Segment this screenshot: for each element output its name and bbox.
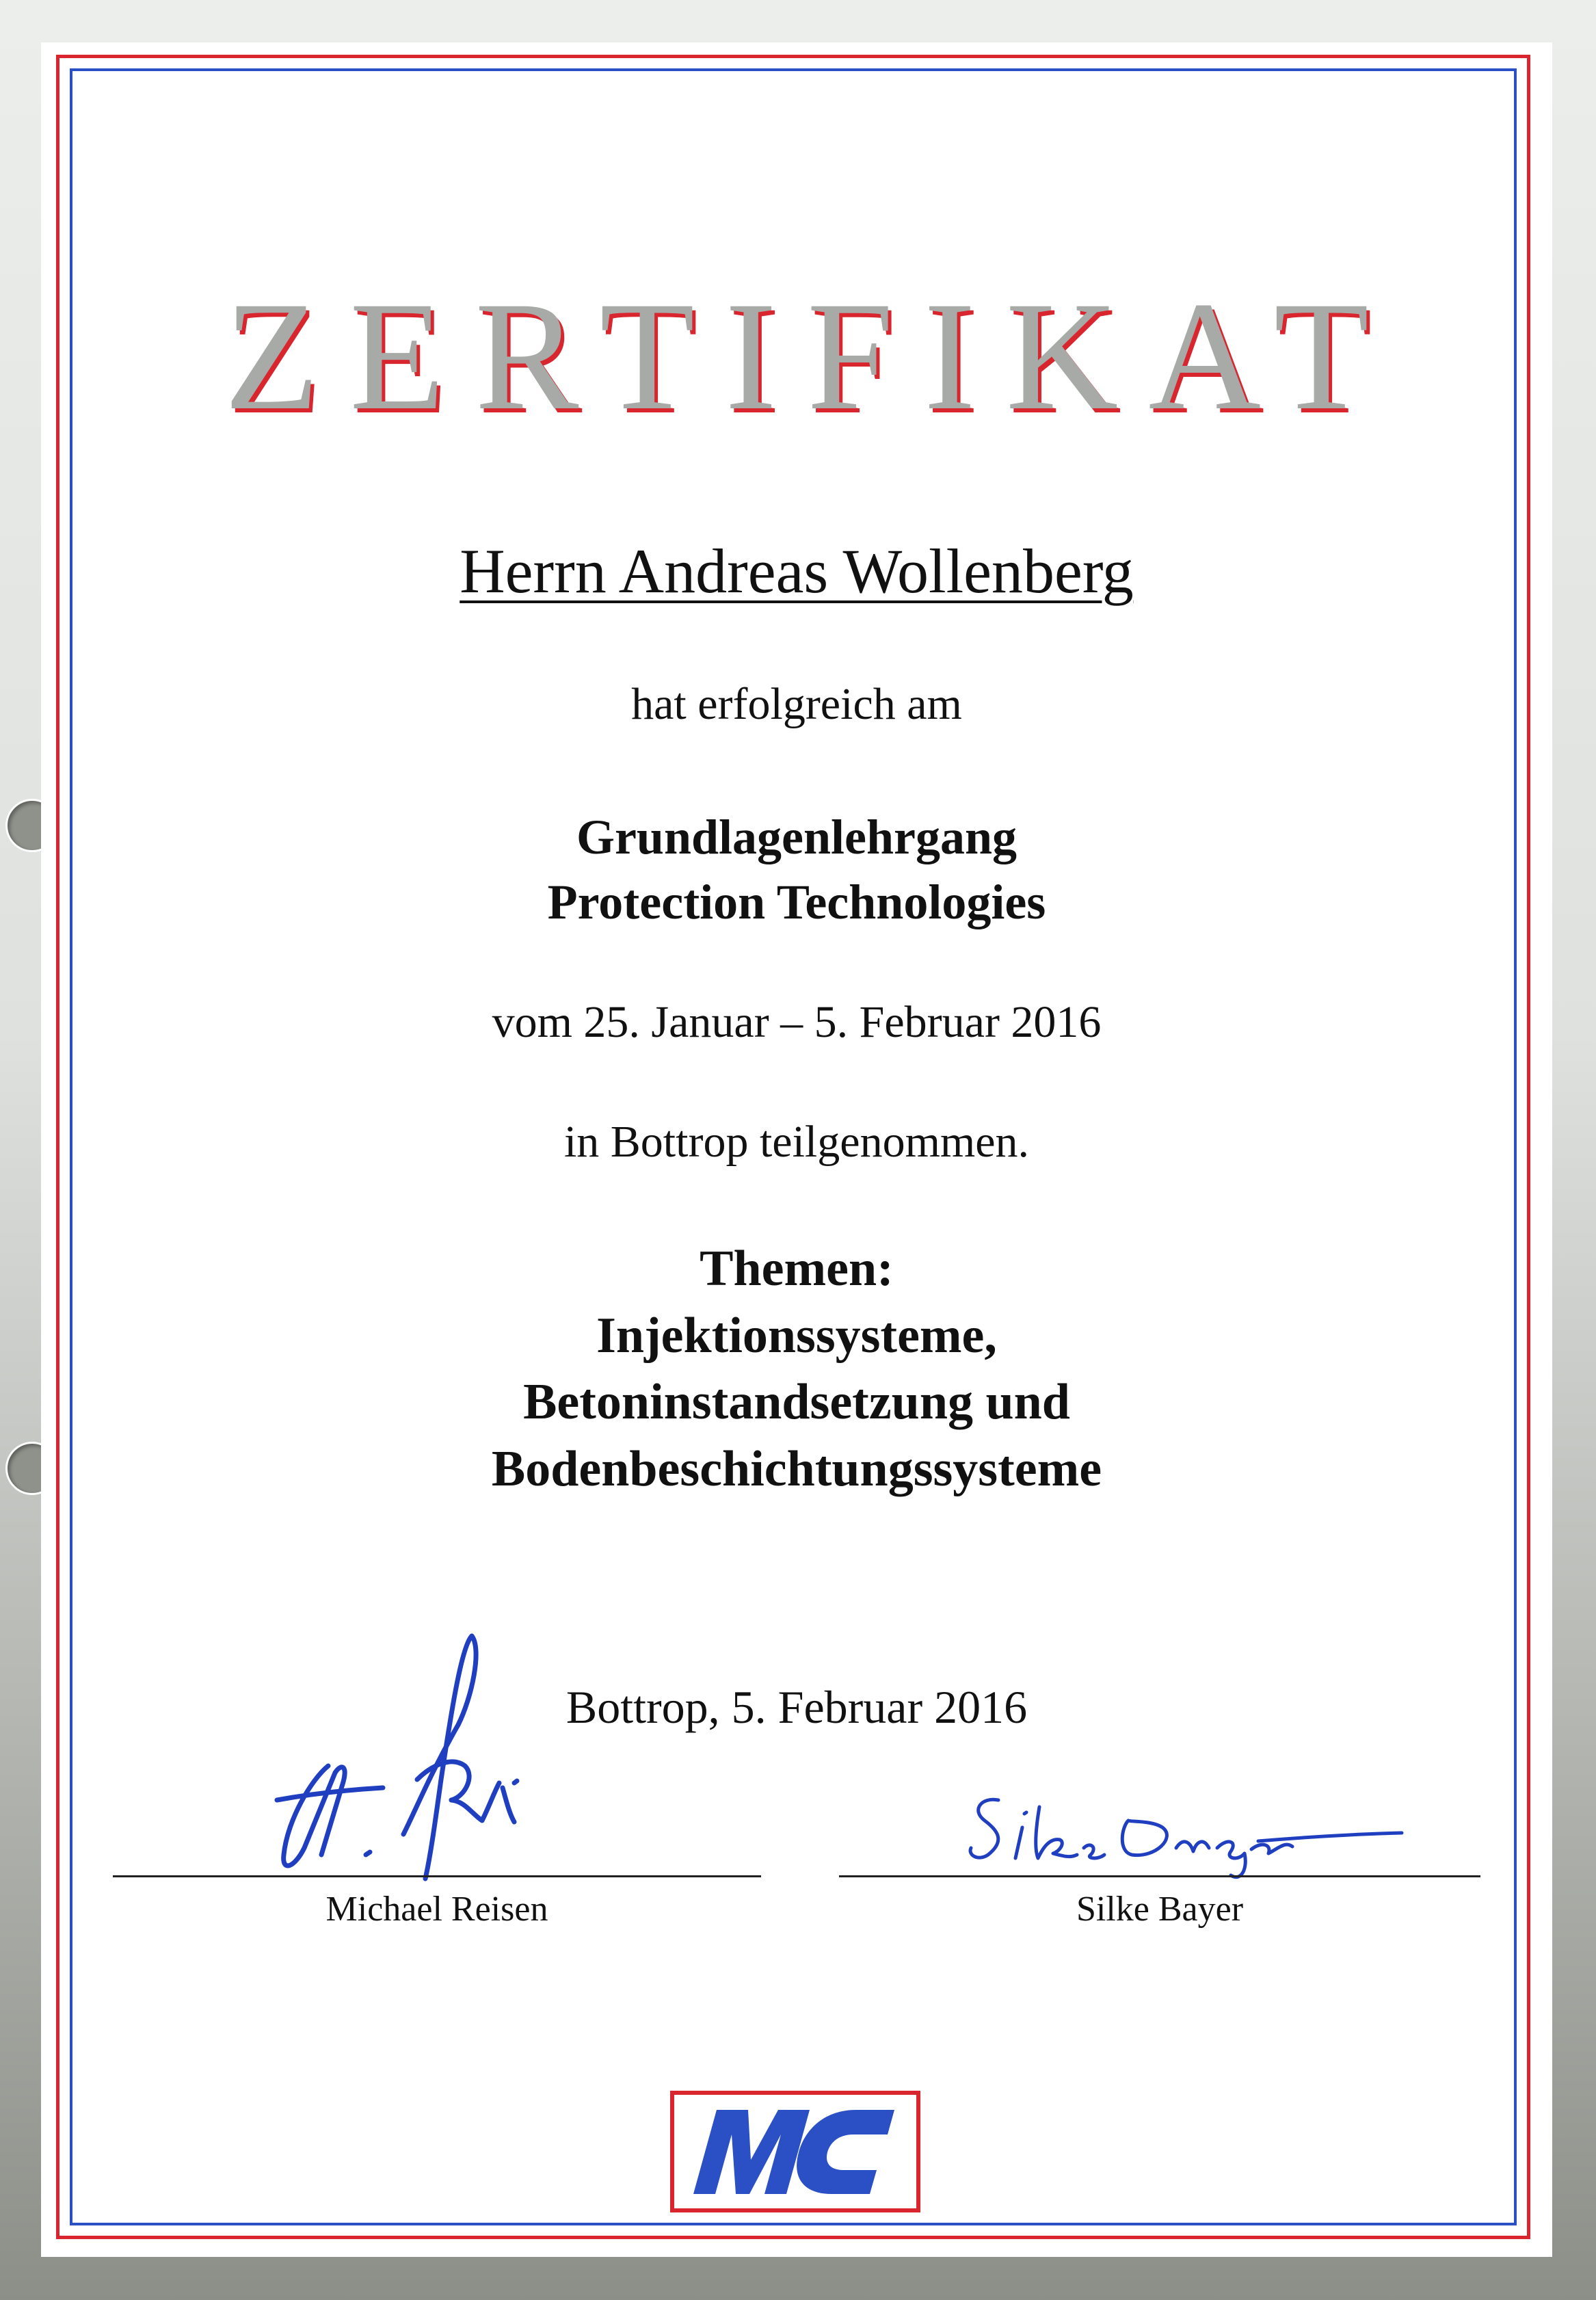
signature-right-image xyxy=(957,1773,1436,1882)
issue-place-date: Bottrop, 5. Februar 2016 xyxy=(566,1681,1028,1733)
signature-left-image xyxy=(246,1609,561,1896)
topics-block xyxy=(41,1236,1552,1503)
signature-line-left xyxy=(113,1875,761,1877)
lead-text: hat erfolgreich am xyxy=(631,679,962,729)
course-place: in Bottrop teilgenommen. xyxy=(563,1117,1030,1167)
course-title xyxy=(41,805,1552,935)
signatory-left-name: Michael Reisen xyxy=(325,1890,548,1929)
topics-heading: Themen: xyxy=(700,1241,894,1297)
mc-logo xyxy=(670,2091,920,2212)
course-line-1: Grundlagenlehrgang xyxy=(576,810,1018,864)
certificate-title: ZERTIFIKAT xyxy=(224,270,1400,442)
topic-line-2: Betoninstandsetzung und xyxy=(523,1374,1070,1431)
recipient-name: Herrn Andreas Wollenberg xyxy=(460,536,1134,606)
topic-line-1: Injektionssysteme, xyxy=(596,1307,997,1364)
course-dates: vom 25. Januar – 5. Februar 2016 xyxy=(492,997,1102,1047)
mc-logo-mark xyxy=(674,2095,916,2208)
course-line-2: Protection Technologies xyxy=(547,875,1046,930)
certificate-page xyxy=(41,42,1552,2257)
topic-line-3: Bodenbeschichtungssysteme xyxy=(491,1441,1102,1498)
signatory-right-name: Silke Bayer xyxy=(1076,1890,1244,1929)
signature-line-right xyxy=(839,1875,1480,1877)
